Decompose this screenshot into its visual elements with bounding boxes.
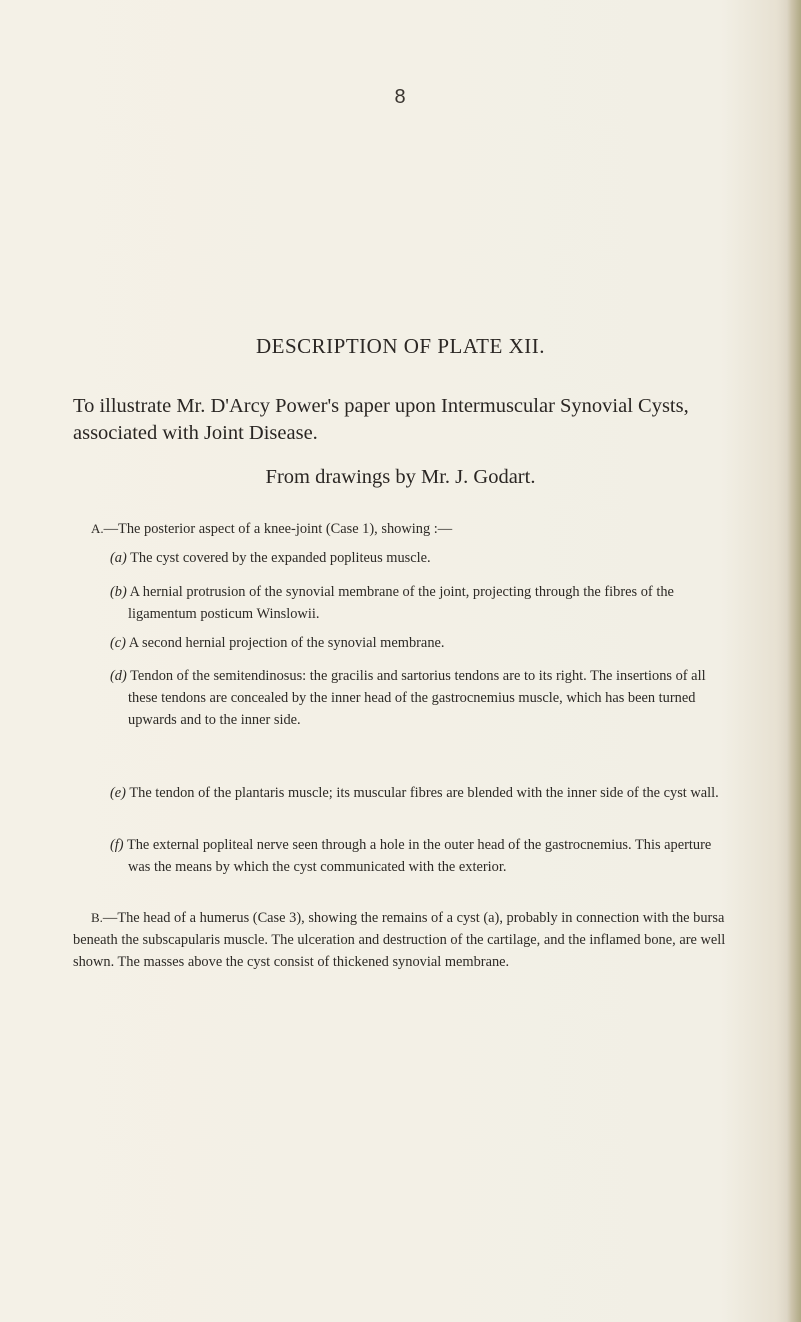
item-letter: (f): [110, 837, 124, 853]
section-a-intro-text: —The posterior aspect of a knee-joint (Case 1), showing :—: [103, 521, 453, 537]
page-number: 8: [394, 86, 407, 108]
list-item: [110, 632, 735, 654]
item-letter: (a): [110, 550, 127, 566]
item-text: Tendon of the semitendinosus: the gracilis and sartorius tendons are to its right. The insertions of all these tendons are concealed by the inner head of the gastrocnemius muscle, which has been turned upwards and to the inner side.: [128, 668, 706, 728]
item-text: A hernial protrusion of the synovial membrane of the joint, projecting through the fibres of the ligamentum posticum Winslowii.: [128, 584, 674, 622]
item-letter: (e): [110, 785, 126, 801]
item-text: The tendon of the plantaris muscle; its muscular fibres are blended with the inner side of the cyst wall.: [129, 785, 719, 801]
item-text: The cyst covered by the expanded popliteus muscle.: [130, 550, 431, 566]
section-a-intro: [91, 518, 741, 540]
item-letter: (b): [110, 584, 127, 600]
section-b-label: B.: [91, 910, 103, 925]
list-item: [110, 581, 735, 625]
drawings-credit: From drawings by Mr. J. Godart.: [265, 466, 536, 488]
list-item: [110, 665, 735, 731]
item-letter: (c): [110, 635, 126, 651]
list-item: [110, 834, 735, 878]
section-b-text: —The head of a humerus (Case 3), showing the remains of a cyst (a), probably in connection with the bursa beneath the subscapularis muscle. The ulceration and destruction of the cartilage, and the inflamed bone, are well shown. The masses above the cyst consist of thickened synovial membrane.: [73, 910, 726, 970]
item-text: A second hernial projection of the synovial membrane.: [128, 635, 445, 651]
plate-subtitle: To illustrate Mr. D'Arcy Power's paper upon Intermuscular Synovial Cysts, associated with Joint Disease.: [73, 395, 689, 444]
section-a-label: A.: [91, 521, 104, 536]
item-letter: (d): [110, 668, 127, 684]
section-b-paragraph: [73, 907, 743, 973]
page-edge-shadow: [787, 0, 801, 1322]
list-item: [110, 547, 735, 569]
list-item: [110, 782, 735, 804]
plate-title: DESCRIPTION OF PLATE XII.: [255, 334, 545, 358]
item-text: The external popliteal nerve seen through a hole in the outer head of the gastrocnemius. This aperture was the means by which the cyst communicated with the exterior.: [126, 837, 712, 875]
